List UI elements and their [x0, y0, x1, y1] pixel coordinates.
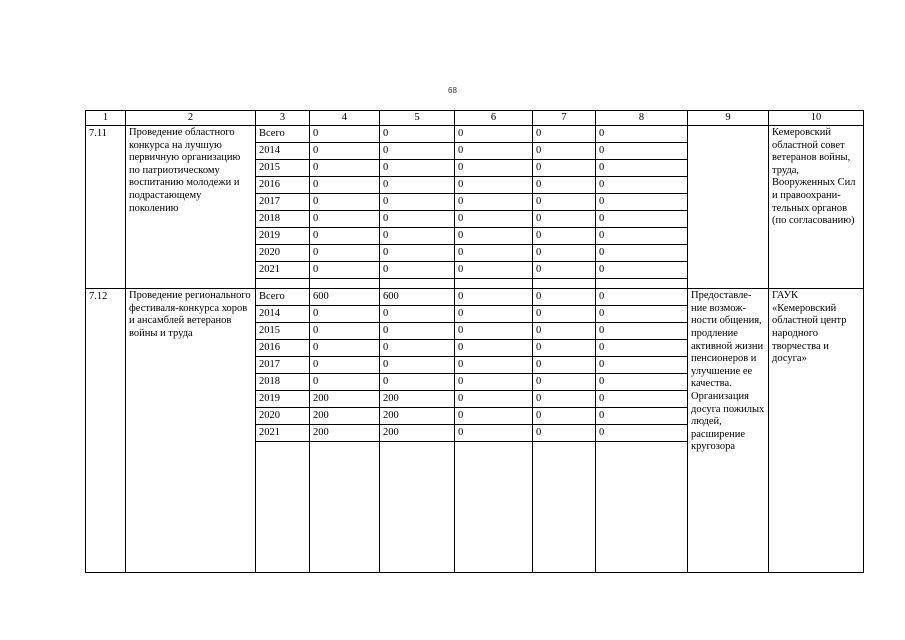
- empty-cell: [256, 279, 310, 289]
- empty-cell: [380, 279, 455, 289]
- value-cell: 0: [310, 211, 380, 228]
- value-cell: 0: [380, 211, 455, 228]
- value-cell: 0: [455, 160, 533, 177]
- value-cell: 0: [380, 245, 455, 262]
- section-number: 7.12: [86, 289, 126, 573]
- value-cell: 0: [596, 306, 688, 323]
- value-cell: 0: [455, 357, 533, 374]
- value-cell: 0: [380, 177, 455, 194]
- value-cell: 0: [596, 357, 688, 374]
- value-cell: 0: [455, 126, 533, 143]
- value-cell: 0: [596, 126, 688, 143]
- value-cell: 0: [596, 425, 688, 442]
- year-cell: 2018: [256, 374, 310, 391]
- value-cell: 0: [533, 194, 596, 211]
- year-cell: 2020: [256, 408, 310, 425]
- value-cell: 0: [455, 408, 533, 425]
- year-cell: Всего: [256, 126, 310, 143]
- year-cell: 2019: [256, 391, 310, 408]
- value-cell: 0: [533, 306, 596, 323]
- empty-cell: [596, 279, 688, 289]
- value-cell: 0: [533, 126, 596, 143]
- column-header: 8: [596, 111, 688, 126]
- value-cell: 0: [533, 143, 596, 160]
- column-header: 2: [126, 111, 256, 126]
- value-cell: 0: [455, 245, 533, 262]
- value-cell: 0: [380, 306, 455, 323]
- year-cell: 2018: [256, 211, 310, 228]
- year-cell: 2016: [256, 177, 310, 194]
- value-cell: 0: [310, 340, 380, 357]
- empty-cell: [256, 442, 310, 573]
- empty-cell: [455, 442, 533, 573]
- value-cell: 0: [455, 306, 533, 323]
- value-cell: 0: [380, 340, 455, 357]
- value-cell: 0: [596, 143, 688, 160]
- value-cell: 0: [380, 143, 455, 160]
- value-cell: 0: [310, 245, 380, 262]
- value-cell: 0: [310, 323, 380, 340]
- table-body: [86, 126, 864, 573]
- value-cell: 0: [455, 228, 533, 245]
- value-cell: 0: [533, 323, 596, 340]
- value-cell: 0: [533, 289, 596, 306]
- value-cell: 0: [310, 374, 380, 391]
- empty-cell: [455, 279, 533, 289]
- value-cell: 0: [455, 143, 533, 160]
- value-cell: 0: [596, 228, 688, 245]
- value-cell: 0: [596, 408, 688, 425]
- value-cell: 0: [596, 323, 688, 340]
- value-cell: 0: [310, 194, 380, 211]
- year-cell: 2015: [256, 323, 310, 340]
- value-cell: 200: [310, 391, 380, 408]
- year-cell: 2017: [256, 357, 310, 374]
- section-result: [688, 126, 769, 289]
- value-cell: 0: [455, 374, 533, 391]
- empty-cell: [596, 442, 688, 573]
- year-cell: 2020: [256, 245, 310, 262]
- empty-cell: [533, 279, 596, 289]
- column-header: 1: [86, 111, 126, 126]
- section-name: Проведение регионального фестиваля-конкурса хоров и ансамблей ветеранов войны и труда: [126, 289, 256, 573]
- value-cell: 0: [596, 374, 688, 391]
- column-header: 10: [769, 111, 864, 126]
- empty-cell: [533, 442, 596, 573]
- value-cell: 0: [533, 245, 596, 262]
- program-table: [85, 110, 864, 573]
- value-cell: 0: [310, 126, 380, 143]
- value-cell: 0: [596, 340, 688, 357]
- table-row: [86, 126, 864, 143]
- year-cell: 2021: [256, 262, 310, 279]
- value-cell: 0: [310, 228, 380, 245]
- value-cell: 0: [596, 245, 688, 262]
- value-cell: 600: [310, 289, 380, 306]
- table-row: [86, 289, 864, 306]
- value-cell: 0: [596, 194, 688, 211]
- value-cell: 0: [533, 228, 596, 245]
- value-cell: 0: [310, 143, 380, 160]
- value-cell: 0: [596, 177, 688, 194]
- section-executor: ГАУК «Кемеровский областной центр народного творчества и досуга»: [769, 289, 864, 573]
- year-cell: 2014: [256, 143, 310, 160]
- section-name: Проведение областного конкурса на лучшую первичную организацию по патриотическому воспитанию молодежи и подрастающему поколению: [126, 126, 256, 289]
- value-cell: 0: [596, 289, 688, 306]
- value-cell: 0: [380, 126, 455, 143]
- year-cell: 2014: [256, 306, 310, 323]
- value-cell: 0: [455, 262, 533, 279]
- value-cell: 0: [596, 262, 688, 279]
- empty-cell: [380, 442, 455, 573]
- empty-cell: [310, 279, 380, 289]
- value-cell: 0: [455, 211, 533, 228]
- column-header: 4: [310, 111, 380, 126]
- value-cell: 0: [533, 391, 596, 408]
- value-cell: 0: [310, 177, 380, 194]
- value-cell: 0: [310, 306, 380, 323]
- section-result: Предоставле-ние возмож-ности общения, продление активной жизни пенсионеров и улучшение ее качества. Организация досуга пожилых людей, расширение кругозора: [688, 289, 769, 573]
- value-cell: 200: [310, 408, 380, 425]
- value-cell: 0: [596, 211, 688, 228]
- value-cell: 0: [380, 262, 455, 279]
- value-cell: 0: [455, 177, 533, 194]
- value-cell: 0: [380, 357, 455, 374]
- value-cell: 0: [455, 289, 533, 306]
- value-cell: 0: [533, 408, 596, 425]
- value-cell: 0: [455, 391, 533, 408]
- empty-cell: [310, 442, 380, 573]
- table-header: [86, 111, 864, 126]
- year-cell: 2021: [256, 425, 310, 442]
- value-cell: 0: [310, 357, 380, 374]
- value-cell: 0: [380, 160, 455, 177]
- year-cell: Всего: [256, 289, 310, 306]
- column-header: 5: [380, 111, 455, 126]
- value-cell: 0: [310, 160, 380, 177]
- value-cell: 0: [380, 228, 455, 245]
- value-cell: 0: [455, 323, 533, 340]
- value-cell: 0: [533, 357, 596, 374]
- value-cell: 0: [533, 211, 596, 228]
- value-cell: 0: [533, 177, 596, 194]
- value-cell: 0: [533, 262, 596, 279]
- value-cell: 0: [533, 160, 596, 177]
- value-cell: 200: [380, 391, 455, 408]
- value-cell: 200: [380, 425, 455, 442]
- value-cell: 0: [533, 340, 596, 357]
- value-cell: 200: [380, 408, 455, 425]
- section-executor: Кемеровский областной совет ветеранов войны, труда, Вооруженных Сил и правоохрани-тельных органов (по согласованию): [769, 126, 864, 289]
- value-cell: 0: [455, 194, 533, 211]
- value-cell: 0: [455, 340, 533, 357]
- value-cell: 0: [380, 323, 455, 340]
- year-cell: 2019: [256, 228, 310, 245]
- value-cell: 200: [310, 425, 380, 442]
- column-header: 3: [256, 111, 310, 126]
- year-cell: 2017: [256, 194, 310, 211]
- value-cell: 0: [455, 425, 533, 442]
- value-cell: 0: [533, 374, 596, 391]
- column-header: 6: [455, 111, 533, 126]
- header-row: [86, 111, 864, 126]
- value-cell: 0: [596, 391, 688, 408]
- value-cell: 600: [380, 289, 455, 306]
- value-cell: 0: [596, 160, 688, 177]
- value-cell: 0: [533, 425, 596, 442]
- column-header: 7: [533, 111, 596, 126]
- value-cell: 0: [310, 262, 380, 279]
- year-cell: 2015: [256, 160, 310, 177]
- value-cell: 0: [380, 374, 455, 391]
- section-number: 7.11: [86, 126, 126, 289]
- value-cell: 0: [380, 194, 455, 211]
- year-cell: 2016: [256, 340, 310, 357]
- column-header: 9: [688, 111, 769, 126]
- page-number: 68: [448, 86, 457, 95]
